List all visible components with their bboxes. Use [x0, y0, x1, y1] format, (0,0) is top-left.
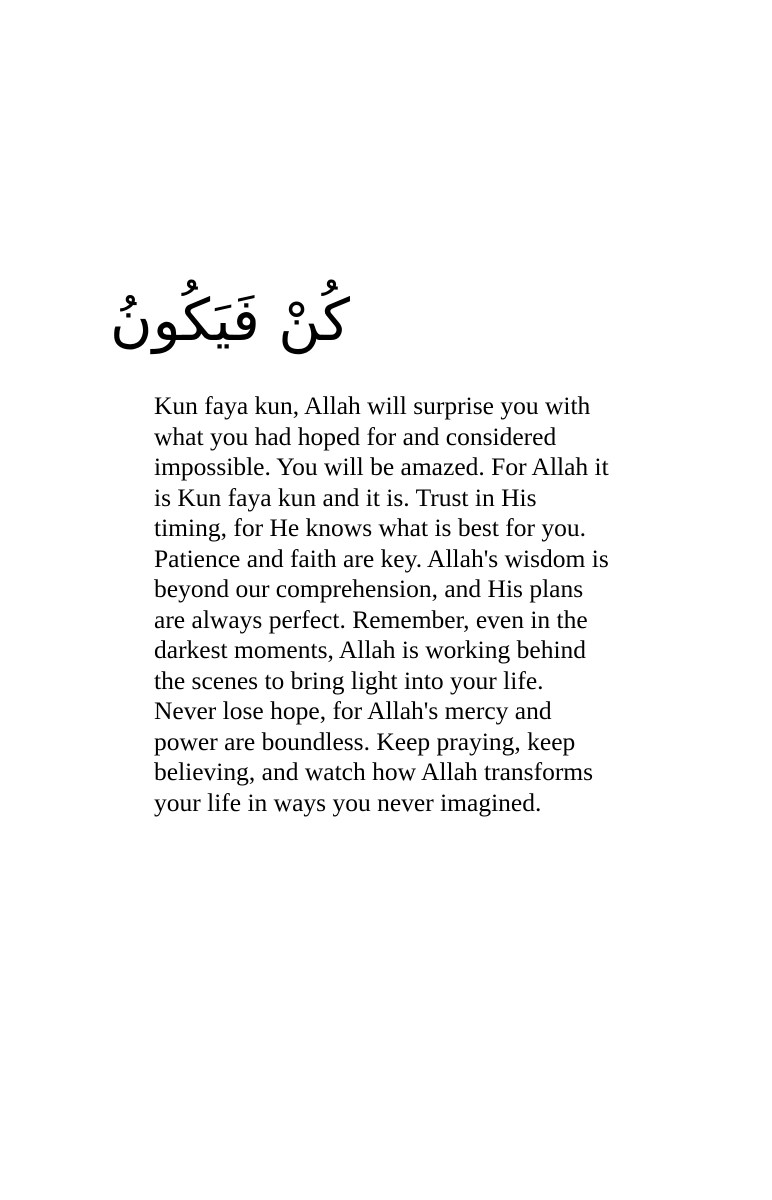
body-line: Patience and faith are key. Allah's wisdom is: [154, 543, 609, 573]
body-line: believing, and watch how Allah transforms: [154, 757, 594, 786]
body-line: is Kun faya kun and it is. Trust in His: [154, 482, 537, 512]
body-paragraph: [154, 391, 654, 818]
body-line: the scenes to bring light into your life.: [154, 665, 544, 695]
body-line: Never lose hope, for Allah's mercy and: [154, 696, 552, 725]
body-line: Kun faya kun, Allah will surprise you with: [154, 391, 591, 420]
body-line: your life in ways you never imagined.: [154, 787, 542, 817]
body-line: power are boundless. Keep praying, keep: [154, 726, 576, 756]
body-line: timing, for He knows what is best for you.: [154, 513, 587, 542]
body-line: what you had hoped for and considered: [154, 421, 557, 451]
body-line: impossible. You will be amazed. For Allah it: [154, 452, 609, 481]
body-line: are always perfect. Remember, even in the: [154, 604, 588, 634]
body-line: darkest moments, Allah is working behind: [154, 635, 587, 664]
arabic-title: كُنْ فَيَكُونُ: [109, 286, 350, 354]
body-line: beyond our comprehension, and His plans: [154, 574, 584, 603]
